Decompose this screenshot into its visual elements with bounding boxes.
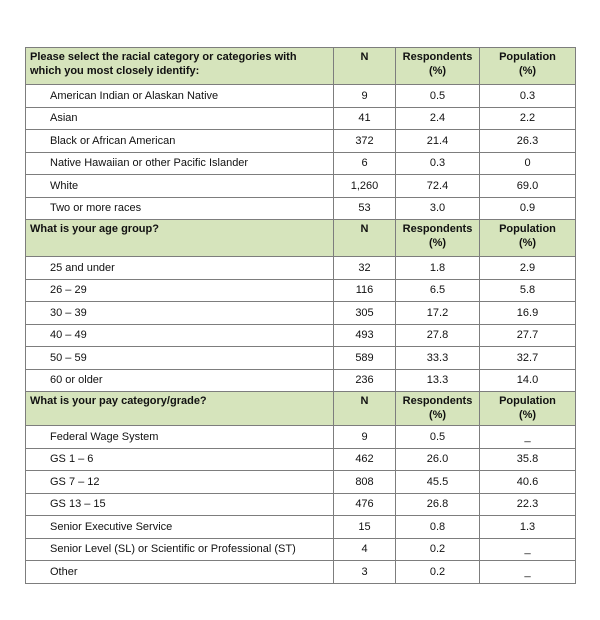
table-row <box>26 85 576 108</box>
cell-population: 0.9 <box>480 197 576 220</box>
table-row <box>26 471 576 494</box>
cell-population: 5.8 <box>480 279 576 302</box>
cell-respondents: 26.8 <box>396 493 480 516</box>
column-header-respondents <box>396 392 480 426</box>
cell-respondents: 0.2 <box>396 538 480 561</box>
cell-respondents: 0.3 <box>396 152 480 175</box>
cell-n: 9 <box>334 426 396 449</box>
cell-population: 0.3 <box>480 85 576 108</box>
column-header-respondents-line2: (%) <box>428 409 447 421</box>
row-label: 40 – 49 <box>26 324 334 347</box>
cell-respondents: 0.2 <box>396 561 480 584</box>
cell-n: 3 <box>334 561 396 584</box>
row-label: 60 or older <box>26 369 334 392</box>
cell-n: 305 <box>334 302 396 325</box>
table-row <box>26 152 576 175</box>
cell-n: 53 <box>334 197 396 220</box>
column-header-population-line1: Population <box>499 223 556 235</box>
table-row <box>26 493 576 516</box>
table-row <box>26 257 576 280</box>
cell-population: 16.9 <box>480 302 576 325</box>
row-label: Senior Executive Service <box>26 516 334 539</box>
table-row <box>26 130 576 153</box>
cell-respondents: 1.8 <box>396 257 480 280</box>
cell-n: 9 <box>334 85 396 108</box>
cell-population: 2.9 <box>480 257 576 280</box>
table-row <box>26 448 576 471</box>
table-row <box>26 175 576 198</box>
column-header-respondents-line1: Respondents <box>402 223 473 235</box>
cell-n: 372 <box>334 130 396 153</box>
row-label: Two or more races <box>26 197 334 220</box>
cell-population: 27.7 <box>480 324 576 347</box>
cell-respondents: 17.2 <box>396 302 480 325</box>
cell-population: 0 <box>480 152 576 175</box>
column-header-respondents-line2: (%) <box>428 65 447 77</box>
table-row <box>26 538 576 561</box>
cell-n: 493 <box>334 324 396 347</box>
section-question: What is your age group? <box>26 220 334 257</box>
table-body <box>26 48 576 584</box>
row-label: Senior Level (SL) or Scientific or Professional (ST) <box>26 538 334 561</box>
column-header-respondents <box>396 220 480 257</box>
cell-respondents: 3.0 <box>396 197 480 220</box>
cell-respondents: 2.4 <box>396 107 480 130</box>
survey-demographics-table <box>25 47 576 584</box>
column-header-respondents-line1: Respondents <box>402 51 473 63</box>
table-row <box>26 197 576 220</box>
cell-respondents: 27.8 <box>396 324 480 347</box>
cell-n: 236 <box>334 369 396 392</box>
section-header-row <box>26 220 576 257</box>
cell-population: 14.0 <box>480 369 576 392</box>
column-header-population <box>480 48 576 85</box>
table-row <box>26 369 576 392</box>
column-header-respondents <box>396 48 480 85</box>
cell-n: 4 <box>334 538 396 561</box>
cell-respondents: 21.4 <box>396 130 480 153</box>
row-label: GS 1 – 6 <box>26 448 334 471</box>
column-header-population-line2: (%) <box>518 409 537 421</box>
cell-population: 26.3 <box>480 130 576 153</box>
section-question: What is your pay category/grade? <box>26 392 334 426</box>
table-row <box>26 302 576 325</box>
row-label: GS 13 – 15 <box>26 493 334 516</box>
cell-respondents: 33.3 <box>396 347 480 370</box>
row-label: Federal Wage System <box>26 426 334 449</box>
cell-n: 589 <box>334 347 396 370</box>
cell-n: 1,260 <box>334 175 396 198</box>
cell-population: 32.7 <box>480 347 576 370</box>
column-header-population-line2: (%) <box>518 65 537 77</box>
cell-population: 35.8 <box>480 448 576 471</box>
cell-population: _ <box>480 538 576 561</box>
row-label: 26 – 29 <box>26 279 334 302</box>
cell-respondents: 72.4 <box>396 175 480 198</box>
cell-population: 1.3 <box>480 516 576 539</box>
cell-respondents: 26.0 <box>396 448 480 471</box>
column-header-n: N <box>334 220 396 257</box>
table-row <box>26 107 576 130</box>
table-row <box>26 347 576 370</box>
cell-n: 6 <box>334 152 396 175</box>
row-label: GS 7 – 12 <box>26 471 334 494</box>
row-label: 30 – 39 <box>26 302 334 325</box>
table-row <box>26 324 576 347</box>
cell-n: 15 <box>334 516 396 539</box>
column-header-respondents-line1: Respondents <box>402 395 473 407</box>
row-label: 50 – 59 <box>26 347 334 370</box>
cell-n: 32 <box>334 257 396 280</box>
column-header-n: N <box>334 392 396 426</box>
column-header-population-line2: (%) <box>518 237 537 249</box>
cell-respondents: 0.5 <box>396 85 480 108</box>
cell-n: 808 <box>334 471 396 494</box>
cell-respondents: 45.5 <box>396 471 480 494</box>
section-header-row <box>26 392 576 426</box>
cell-n: 41 <box>334 107 396 130</box>
column-header-population-line1: Population <box>499 51 556 63</box>
section-header-row <box>26 48 576 85</box>
cell-population: 22.3 <box>480 493 576 516</box>
table-row <box>26 561 576 584</box>
row-label: 25 and under <box>26 257 334 280</box>
row-label: Other <box>26 561 334 584</box>
cell-population: _ <box>480 426 576 449</box>
cell-n: 476 <box>334 493 396 516</box>
cell-respondents: 0.8 <box>396 516 480 539</box>
table-row <box>26 426 576 449</box>
cell-population: 2.2 <box>480 107 576 130</box>
cell-respondents: 0.5 <box>396 426 480 449</box>
row-label: Asian <box>26 107 334 130</box>
cell-respondents: 6.5 <box>396 279 480 302</box>
cell-population: 40.6 <box>480 471 576 494</box>
table-row <box>26 516 576 539</box>
cell-respondents: 13.3 <box>396 369 480 392</box>
column-header-population <box>480 220 576 257</box>
column-header-population-line1: Population <box>499 395 556 407</box>
row-label: Native Hawaiian or other Pacific Islander <box>26 152 334 175</box>
cell-population: 69.0 <box>480 175 576 198</box>
cell-n: 462 <box>334 448 396 471</box>
column-header-n: N <box>334 48 396 85</box>
section-question: Please select the racial category or categories with which you most closely identify: <box>26 48 334 85</box>
row-label: White <box>26 175 334 198</box>
row-label: American Indian or Alaskan Native <box>26 85 334 108</box>
column-header-respondents-line2: (%) <box>428 237 447 249</box>
cell-population: _ <box>480 561 576 584</box>
cell-n: 116 <box>334 279 396 302</box>
row-label: Black or African American <box>26 130 334 153</box>
column-header-population <box>480 392 576 426</box>
table-row <box>26 279 576 302</box>
